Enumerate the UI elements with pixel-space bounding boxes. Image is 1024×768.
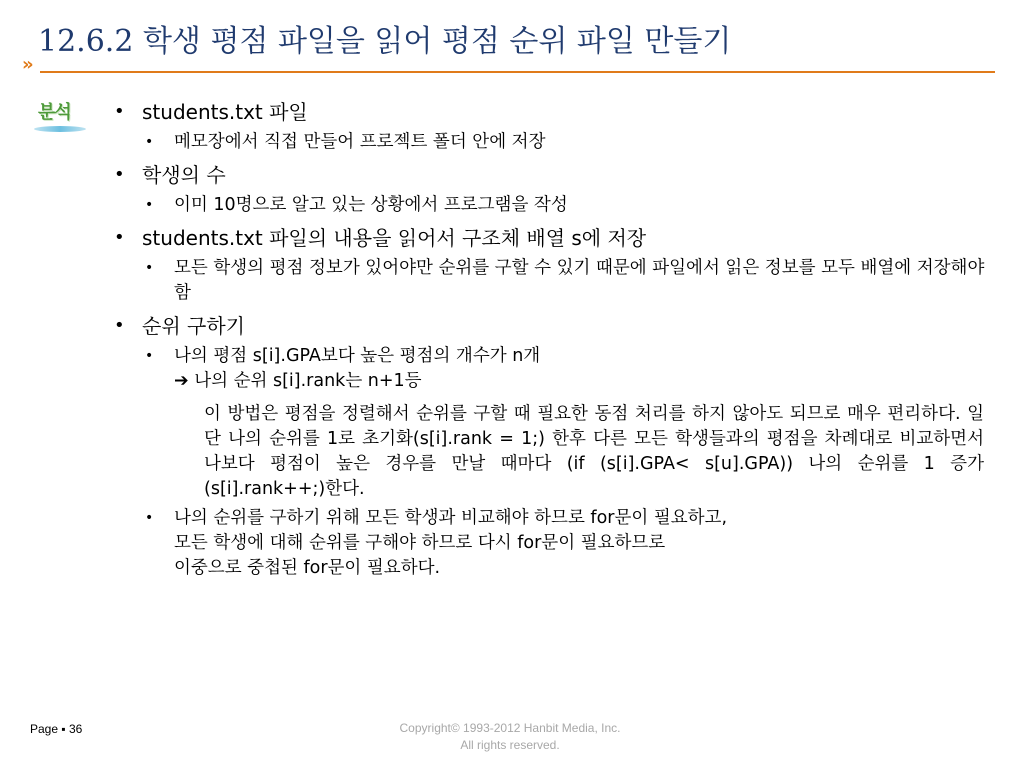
rank-explanation-paragraph: 이 방법은 평점을 정렬해서 순위를 구할 때 필요한 동점 처리를 하지 않아도 되므로 매우 편리하다. 일단 나의 순위를 1로 초기화(s[i].rank = 1;) 한후 다른 모든 학생들과의 평점을 차례대로 비교하면서 나보다 평점이 높은 경우를 만날 때마다 (if (s[i].GPA< s[u].GPA)) 나의 순위를 1 증가(s[i].rank++;)한다.: [204, 404, 984, 499]
rank-rule-line1: • 나의 평점 s[i].GPA보다 높은 평점의 개수가 n개: [174, 346, 541, 366]
sub-bullet-ten-students: • 이미 10명으로 알고 있는 상황에서 프로그램을 작성: [112, 193, 1002, 218]
rank-rule-line2-text: 나의 순위 s[i].rank는 n+1등: [188, 371, 422, 391]
bullet-student-count: • 학생의 수: [112, 161, 1002, 189]
title-divider: [40, 71, 995, 73]
analysis-badge-label: 분석: [38, 102, 71, 123]
bullet-ranking: • 순위 구하기: [112, 312, 1002, 340]
rank-rule-line2: [174, 369, 1002, 394]
sub-bullet-rank-rule: [112, 344, 1002, 394]
sub-bullet-nested-loop: [112, 506, 1002, 581]
copyright-notice: [330, 720, 690, 754]
nested-loop-line2: 모든 학생에 대해 순위를 구해야 하므로 다시 for문이 필요하므로: [174, 533, 666, 553]
bullet-read-file: • students.txt 파일의 내용을 읽어서 구조체 배열 s에 저장: [112, 224, 1002, 252]
sub-bullet-notepad: • 메모장에서 직접 만들어 프로젝트 폴더 안에 저장: [112, 130, 1002, 155]
copyright-line2: All rights reserved.: [460, 738, 560, 752]
sub-bullet-store-array: • 모든 학생의 평점 정보가 있어야만 순위를 구할 수 있기 때문에 파일에서 읽은 정보를 모두 배열에 저장해야 함: [112, 256, 1002, 306]
nested-loop-line3: 이중으로 중첩된 for문이 필요하다.: [174, 558, 441, 578]
page-number: Page ▪ 36: [30, 722, 83, 736]
slide-content: [112, 92, 1002, 581]
bullet-students-file: • students.txt 파일: [112, 98, 1002, 126]
double-chevron-right-icon: »: [22, 54, 34, 75]
arrow-right-icon: ➔: [174, 371, 189, 391]
slide-title: 12.6.2 학생 평점 파일을 읽어 평점 순위 파일 만들기: [38, 24, 732, 59]
analysis-badge: [34, 98, 90, 142]
copyright-line1: Copyright© 1993-2012 Hanbit Media, Inc.: [399, 721, 621, 735]
nested-loop-line1: • 나의 순위를 구하기 위해 모든 학생과 비교해야 하므로 for문이 필요하고,: [174, 508, 728, 528]
badge-swoosh: [34, 126, 86, 132]
